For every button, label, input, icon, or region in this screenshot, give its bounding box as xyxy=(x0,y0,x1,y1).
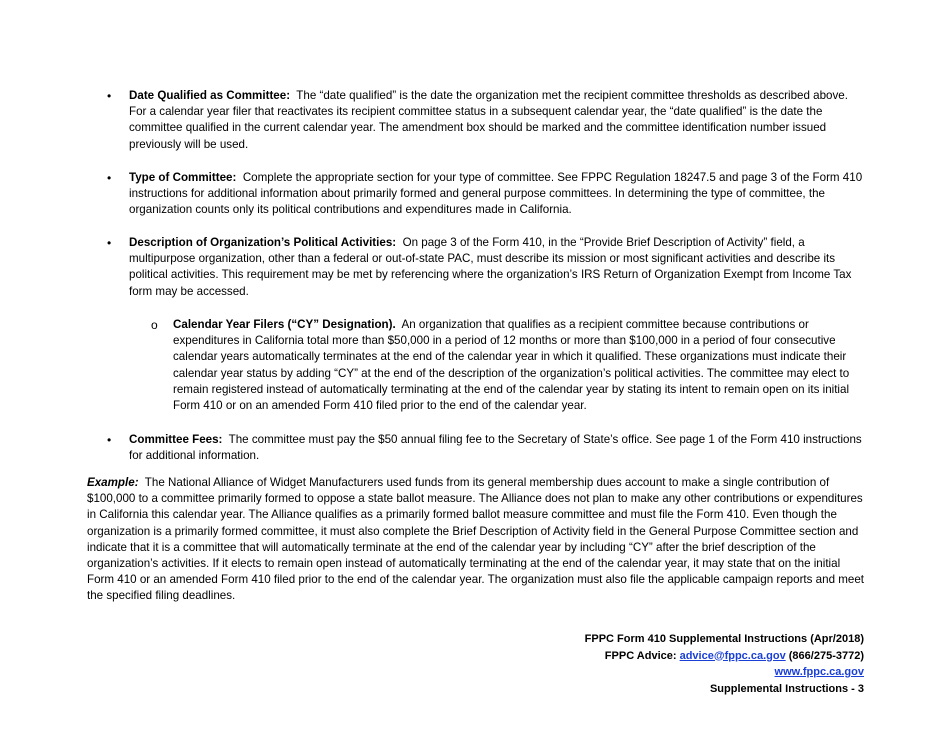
example-label: Example: xyxy=(87,476,139,489)
bullet-type-of-committee xyxy=(107,170,863,219)
example-paragraph xyxy=(87,475,865,605)
footer-advice-phone: (866/275-3772) xyxy=(788,649,864,662)
bullet-committee-fees xyxy=(107,432,863,464)
sub-bullet-label: Calendar Year Filers (“CY” Designation). xyxy=(173,318,396,331)
bullet-text: On page 3 of the Form 410, in the “Provide Brief Description of Activity” field, a multipurpose organization, other than a federal or out-of-state PAC, must describe its mission or most significant activities and describe its political activities. This requirement may be met by referencing where the organization’s IRS Return of Organization Exempt from Income Tax form may be accessed. xyxy=(129,236,852,298)
sub-bullet-calendar-year-filers xyxy=(151,317,863,414)
bullet-label: Description of Organization’s Political Activities: xyxy=(129,236,397,249)
example-text: The National Alliance of Widget Manufacturers used funds from its general membership dues account to make a single contribution of $100,000 to a committee primarily formed to oppose a state ballot measure. The Alliance does not plan to make any other contributions or expenditures in California this calendar year. The Alliance qualifies as a primarily formed ballot measure committee and must file the Form 410. Even though the organization is a primarily formed committee, it must also complete the Brief Description of Activity field in the General Purpose Committee section and indicate that it is a committee that will automatically terminate at the end of the calendar year by including “CY” after the brief description of the organization’s activities. If it elects to remain open instead of automatically terminating at the end of the calendar year, it may state that on the initial Form 410 or an amended Form 410 filed prior to the end of the calendar year. The organization must also file the applicable campaign reports and meet the specified filing deadlines. xyxy=(87,476,865,603)
bullet-paragraph xyxy=(129,88,863,153)
advice-email-link[interactable]: advice@fppc.ca.gov xyxy=(679,649,786,662)
footer-website-line xyxy=(585,664,864,681)
bullet-date-qualified xyxy=(107,88,863,153)
bullet-paragraph xyxy=(129,235,863,300)
bullet-marker: • xyxy=(107,89,112,103)
footer-advice-line xyxy=(585,648,864,665)
sub-bullet-paragraph xyxy=(173,317,863,414)
bullet-paragraph xyxy=(129,432,863,464)
bullet-text: Complete the appropriate section for your type of committee. See FPPC Regulation 18247.5 and page 3 of the Form 410 instructions for additional information about primarily formed and general purpose committees. In determining the type of committee, the organization counts only its political contributions and expenditures made in California. xyxy=(129,171,863,217)
bullet-text: The committee must pay the $50 annual filing fee to the Secretary of State’s office. See page 1 of the Form 410 instructions for additional information. xyxy=(129,433,862,463)
bullet-text: The “date qualified” is the date the organization met the recipient committee thresholds as described above. For a calendar year filer that reactivates its recipient committee status in a subsequent calendar year, the “date qualified” is the date the committee qualified in the current calendar year. The amendment box should be marked and the committee identification number issued previously will be used. xyxy=(129,89,848,151)
footer-title: FPPC Form 410 Supplemental Instructions (Apr/2018) xyxy=(584,633,864,645)
bullet-label: Date Qualified as Committee: xyxy=(129,89,291,102)
example-section xyxy=(87,475,865,605)
footer-page-label: Supplemental Instructions - 3 xyxy=(709,682,864,695)
sub-bullet-marker: o xyxy=(151,318,158,332)
bullet-paragraph xyxy=(129,170,863,219)
bullet-label: Committee Fees: xyxy=(129,433,223,446)
footer-advice-label: FPPC Advice: xyxy=(604,649,677,662)
bullet-label: Type of Committee: xyxy=(129,171,237,184)
bullet-marker: • xyxy=(107,236,112,250)
bullet-political-activities xyxy=(107,235,863,300)
sub-bullet-text: An organization that qualifies as a recipient committee because contributions or expenditures in California total more than $50,000 in a period of 12 months or more than $100,000 in a period of four consecutive calendar years automatically terminates at the end of the calendar year in which it qualified. These organizations must indicate their calendar year status by adding “CY” at the end of the description of the organization’s political activities. The committee may elect to remain registered instead of automatically terminating at the end of the calendar year by stating its intent to remain open on its initial Form 410 or on an amended Form 410 filed prior to the end of the calendar year. xyxy=(173,318,850,413)
bullet-marker: • xyxy=(107,171,112,185)
website-link[interactable]: www.fppc.ca.gov xyxy=(774,666,864,678)
page-footer xyxy=(585,631,864,697)
bullet-marker: • xyxy=(107,433,112,447)
